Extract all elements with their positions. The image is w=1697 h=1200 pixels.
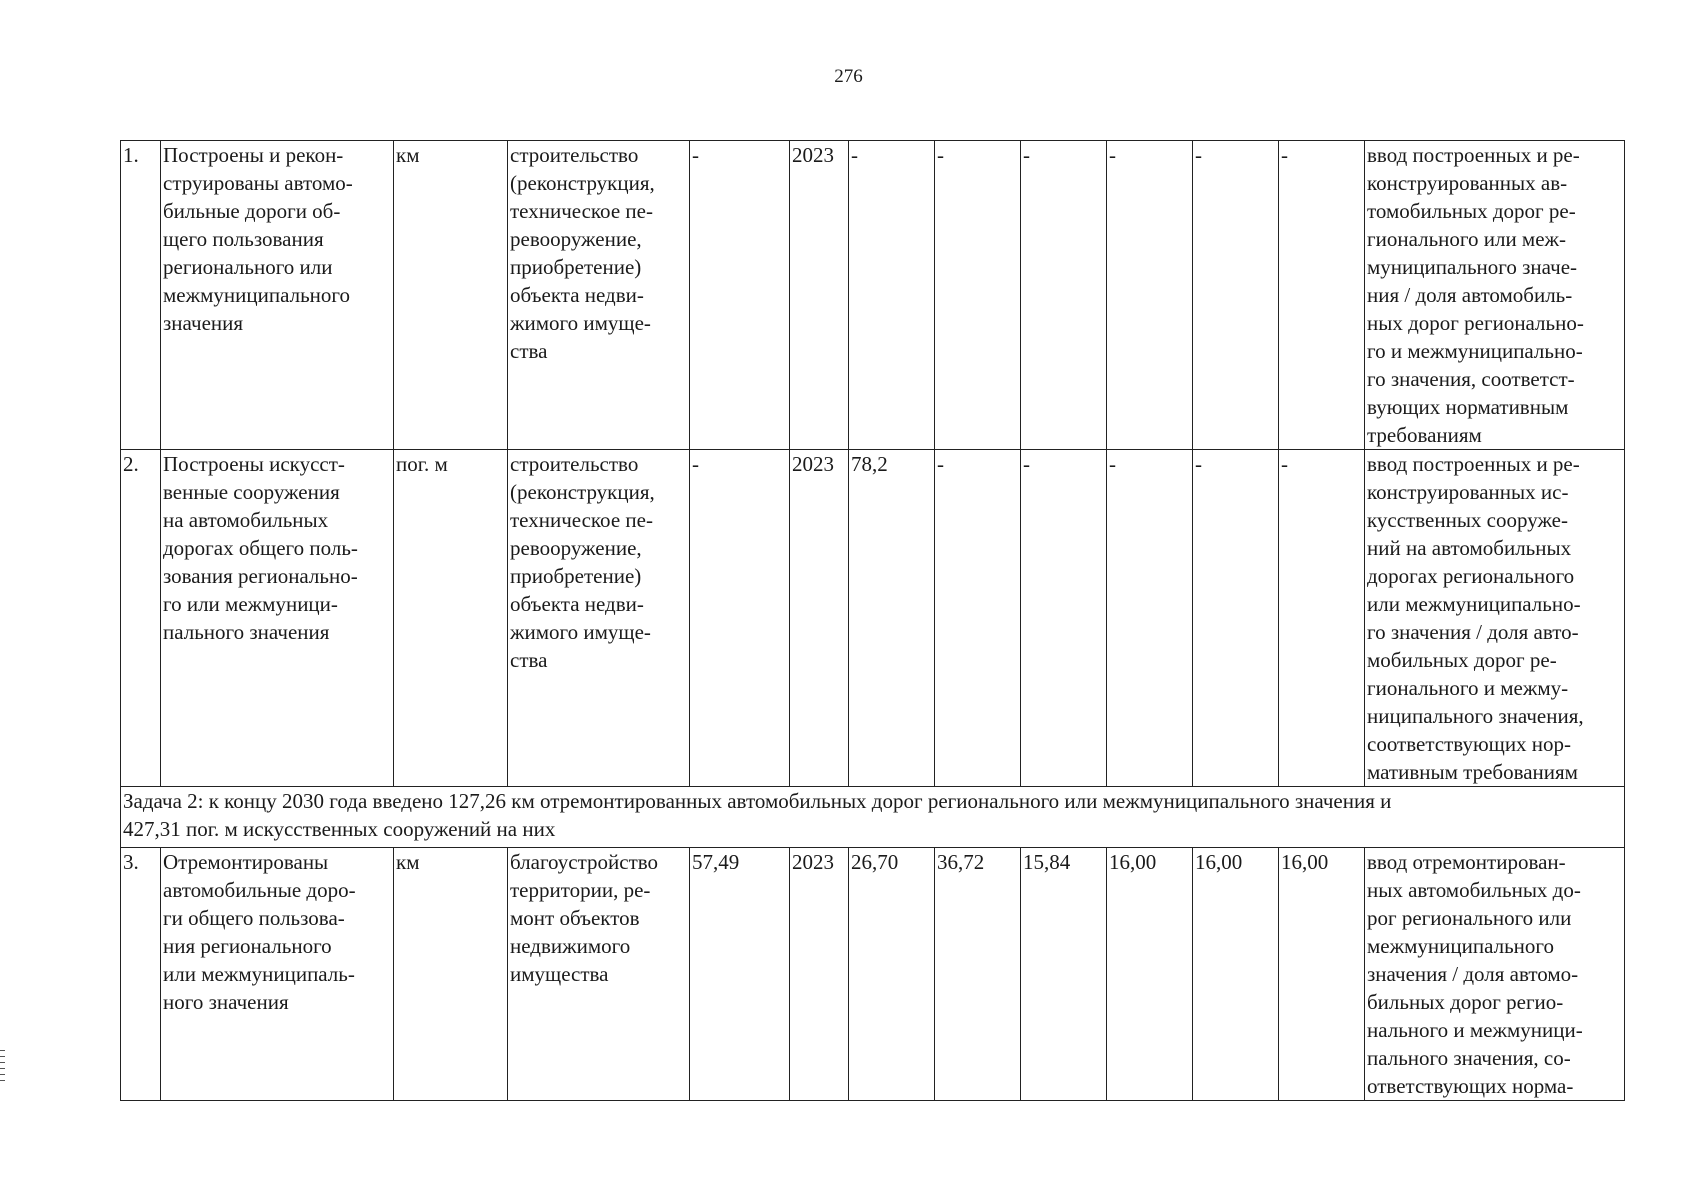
value-1: 26,70 [849, 848, 935, 1101]
value-1: - [849, 141, 935, 450]
value-6: 16,00 [1279, 848, 1365, 1101]
base-value: - [690, 450, 790, 787]
task-row [121, 787, 1625, 848]
unit: км [394, 141, 508, 450]
value-3: - [1021, 450, 1107, 787]
value-2: - [935, 450, 1021, 787]
base-value: - [690, 141, 790, 450]
result-name: Построены и рекон- струированы автомо- бильные дороги об- щего пользования регионального или межмуниципального значения [161, 141, 394, 450]
value-4: - [1107, 450, 1193, 787]
result-type: благоустройство территории, ре- монт объектов недвижимого имущества [508, 848, 690, 1101]
result-name: Отремонтированы автомобильные доро- ги общего пользова- ния регионального или межмуниципаль- ного значения [161, 848, 394, 1101]
value-6: - [1279, 450, 1365, 787]
value-1: 78,2 [849, 450, 935, 787]
base-year: 2023 [790, 141, 849, 450]
result-note: ввод построенных и ре- конструированных ав- томобильных дорог ре- гионального или меж- муниципального значе- ния / доля автомобиль- ных дорог регионально- го и межмуниципально- го значения, соответст- вующих нормативным требованиям [1365, 141, 1625, 450]
task-2-text: Задача 2: к концу 2030 года введено 127,26 км отремонтированных автомобильных дорог регионального или межмуниципального значения и 427,31 пог. м искусственных сооружений на них [121, 787, 1625, 848]
value-2: - [935, 141, 1021, 450]
value-5: 16,00 [1193, 848, 1279, 1101]
table-row [121, 141, 1625, 450]
unit: пог. м [394, 450, 508, 787]
result-type: строительство (реконструкция, техническое пе- ревооружение, приобретение) объекта недви- жимого имуще- ства [508, 450, 690, 787]
value-2: 36,72 [935, 848, 1021, 1101]
base-value: 57,49 [690, 848, 790, 1101]
unit: км [394, 848, 508, 1101]
result-note: ввод построенных и ре- конструированных ис- кусственных сооруже- ний на автомобильных дорогах регионального или межмуниципально- го значения / доля авто- мобильных дорог ре- гионального и межму- ниципального значения, соответствующих нор- мативным требованиям [1365, 450, 1625, 787]
row-number: 2. [121, 450, 161, 787]
row-number: 1. [121, 141, 161, 450]
result-type: строительство (реконструкция, техническое пе- ревооружение, приобретение) объекта недви- жимого имуще- ства [508, 141, 690, 450]
result-note: ввод отремонтирован- ных автомобильных до- рог регионального или межмуниципального значения / доля автомо- бильных дорог регио- нального и межмуници- пального значения, со- ответствующих норма- [1365, 848, 1625, 1101]
page-number: 276 [834, 66, 863, 87]
row-number: 3. [121, 848, 161, 1101]
base-year: 2023 [790, 848, 849, 1101]
value-3: 15,84 [1021, 848, 1107, 1101]
value-5: - [1193, 141, 1279, 450]
value-5: - [1193, 450, 1279, 787]
value-4: - [1107, 141, 1193, 450]
table-row [121, 450, 1625, 787]
base-year: 2023 [790, 450, 849, 787]
result-name: Построены искусст- венные сооружения на автомобильных дорогах общего поль- зования регионально- го или межмуници- пального значения [161, 450, 394, 787]
value-6: - [1279, 141, 1365, 450]
value-4: 16,00 [1107, 848, 1193, 1101]
indicators-table [120, 140, 1625, 1101]
scan-edge-marks [0, 1050, 6, 1100]
value-3: - [1021, 141, 1107, 450]
table-row [121, 848, 1625, 1101]
